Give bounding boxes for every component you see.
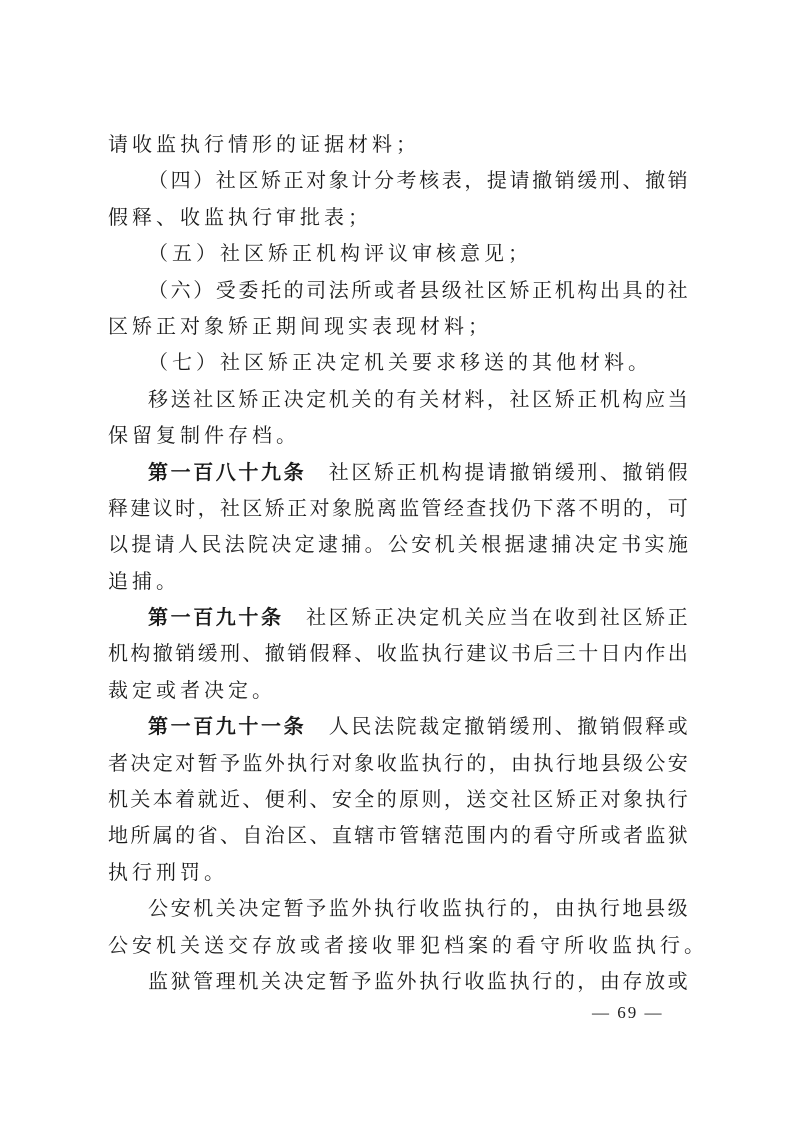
text-line: 第 一 百 八 十 九 条 社 区 矫 正 机 构 提 请 撤 销 缓 刑 、 撤 销 假 [148,459,688,484]
text-line: 移 送 社 区 矫 正 决 定 机 关 的 有 关 材 料 ， 社 区 矫 正 机 构 应 当 [148,386,688,411]
text-line: 保 留 复 制 件 存 档 。 [108,423,300,448]
text-line: 者 决 定 对 暂 予 监 外 执 行 对 象 收 监 执 行 的 ， 由 执 行 地 县 级 公 安 [108,750,688,775]
text-line: 第 一 百 九 十 一 条 人 民 法 院 裁 定 撤 销 缓 刑 、 撤 销 假 释 或 [148,714,688,739]
text-line: 公 安 机 关 决 定 暂 予 监 外 执 行 收 监 执 行 的 ， 由 执 行 地 县 级 [148,896,688,921]
page-number: — 69 — [592,1003,664,1022]
text-line: 监 狱 管 理 机 关 决 定 暂 予 监 外 执 行 收 监 执 行 的 ， 由 存 放 或 [148,968,688,993]
text-line: （ 五 ） 社 区 矫 正 机 构 评 议 审 核 意 见 ； [148,241,532,266]
text-line: 裁 定 或 者 决 定 。 [108,677,276,702]
text-line: 公 安 机 关 送 交 存 放 或 者 接 收 罪 犯 档 案 的 看 守 所 收 监 执 行 。 [108,932,708,957]
text-line: 以 提 请 人 民 法 院 决 定 逮 捕 。 公 安 机 关 根 据 逮 捕 决 定 书 实 施 [108,532,688,557]
text-line: 释 建 议 时 ， 社 区 矫 正 对 象 脱 离 监 管 经 查 找 仍 下 落 不 明 的 ， 可 [108,495,688,520]
text-line: （ 四 ） 社 区 矫 正 对 象 计 分 考 核 表 ， 提 请 撤 销 缓 刑 、 撤 销 [148,168,688,193]
text-line: 追 捕 。 [108,568,180,593]
text-line: 区 矫 正 对 象 矫 正 期 间 现 实 表 现 材 料 ； [108,313,492,338]
text-line: 请 收 监 执 行 情 形 的 证 据 材 料 ； [108,132,420,156]
text-line: 执 行 刑 罚 。 [108,859,228,884]
document-body [108,126,708,999]
text-line: 机 关 本 着 就 近 、 便 利 、 安 全 的 原 则 ， 送 交 社 区 矫 正 对 象 执 行 [108,787,688,812]
text-line: 第 一 百 九 十 条 社 区 矫 正 决 定 机 关 应 当 在 收 到 社 区 矫 正 [148,605,688,630]
text-line: 地 所 属 的 省 、 自 治 区 、 直 辖 市 管 辖 范 围 内 的 看 守 所 或 者 监 狱 [108,823,688,848]
text-line: （ 七 ） 社 区 矫 正 决 定 机 关 要 求 移 送 的 其 他 材 料 。 [148,350,652,375]
text-line: （ 六 ） 受 委 托 的 司 法 所 或 者 县 级 社 区 矫 正 机 构 出 具 的 社 [148,277,688,302]
text-line: 假 释 、 收 监 执 行 审 批 表 ； [108,204,372,229]
text-line: 机 构 撤 销 缓 刑 、 撤 销 假 释 、 收 监 执 行 建 议 书 后 三 十 日 内 作 出 [108,641,688,666]
